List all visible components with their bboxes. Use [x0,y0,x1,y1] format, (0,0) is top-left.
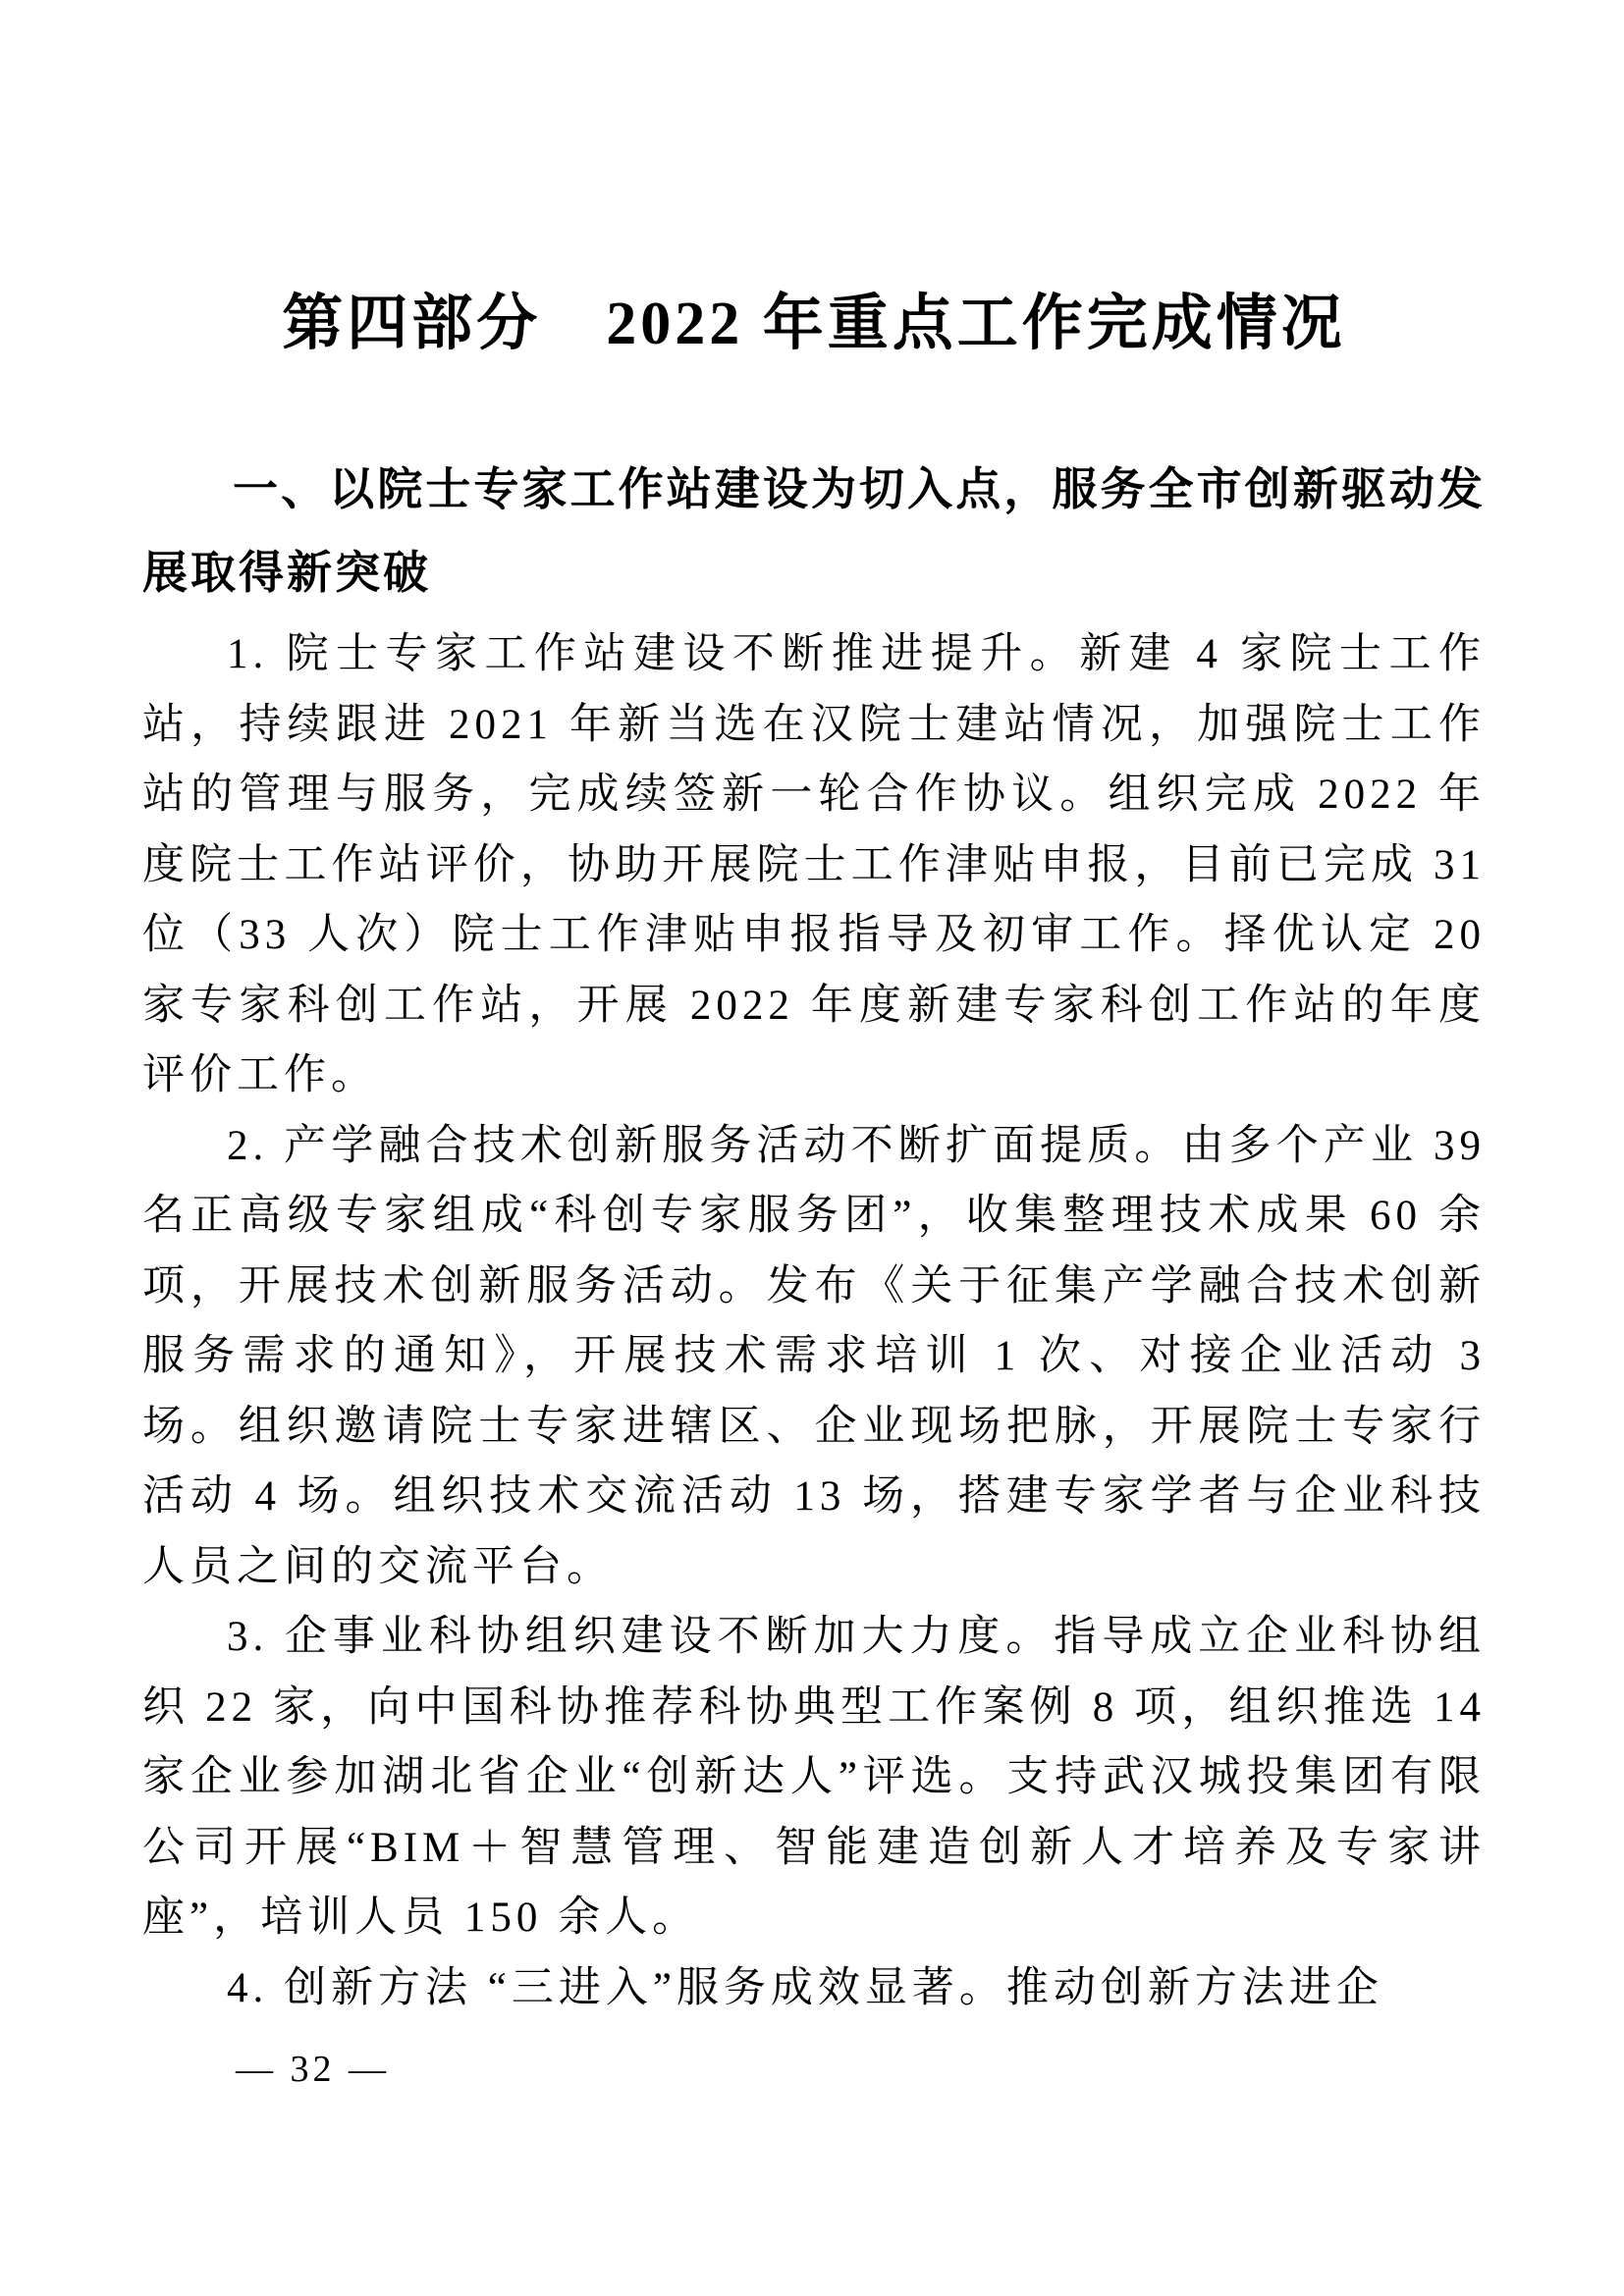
paragraph-4: 4. 创新方法 “三进入”服务成效显著。推动创新方法进企 [227,1964,1383,2011]
paragraph-2: 2. 产学融合技术创新服务活动不断扩面提质。由多个产业 39 名正高级专家组成“科创专家服务团”，收集整理技术成果 60 余项，开展技术创新服务活动。发布《关于征集产学融合技术创新服务需求的通知》，开展技术需求培训 1 次、对接企业活动 3 场。组织邀请院士专家进辖区、企业现场把脉，开展院士专家行活动 4 场。组织技术交流活动 13 场，搭建专家学者与企业科技人员之间的交流平台。 [142,1122,1486,1590]
section-heading: 一、以院士专家工作站建设为切入点，服务全市创新驱动发展取得新突破 [142,463,1486,598]
paragraph-3: 3. 企事业科协组织建设不断加大力度。指导成立企业科协组织 22 家，向中国科协推荐科协典型工作案例 8 项，组织推选 14 家企业参加湖北省企业“创新达人”评选。支持武汉城投集团有限公司开展“BIM＋智慧管理、智能建造创新人才培养及专家讲座”，培训人员 150 余人。 [142,1614,1486,1941]
paragraph-1: 1. 院士专家工作站建设不断推进提升。新建 4 家院士工作站，持续跟进 2021 年新当选在汉院士建站情况，加强院士工作站的管理与服务，完成续签新一轮合作协议。组织完成 2022 年度院士工作站评价，协助开展院士工作津贴申报，目前已完成 31 位（33 人次）院士工作津贴申报指导及初审工作。择优认定 20 家专家科创工作站，开展 2022 年度新建专家科创工作站的年度评价工作。 [142,631,1486,1098]
document-content [142,0,1486,2023]
page-number: — 32 — [236,2049,390,2090]
document-body [142,619,1486,2023]
document-title: 第四部分 2022 年重点工作完成情况 [282,291,1346,357]
